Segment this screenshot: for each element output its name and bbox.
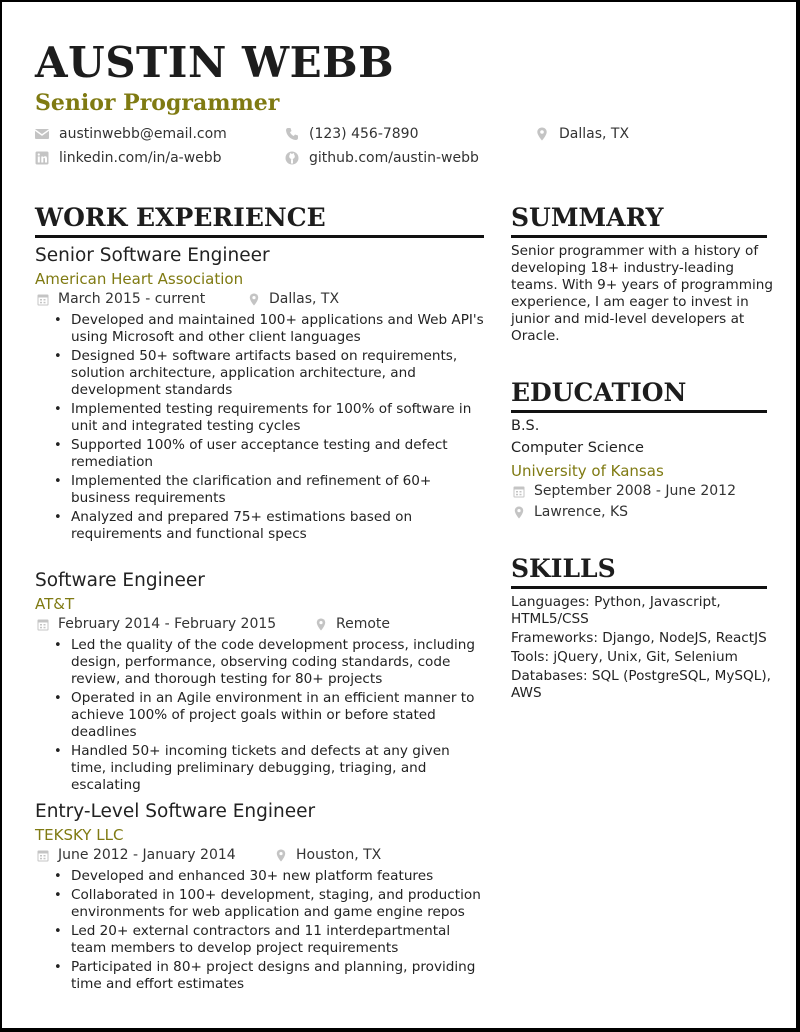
list-item: • Implemented the clarification and refinement of 60+ business requirements [54, 473, 484, 507]
job-location-text: Dallas, TX [269, 291, 340, 307]
contact-github[interactable] [285, 150, 479, 166]
education-location [513, 504, 628, 520]
list-item: • Led 20+ external contractors and 11 interdepartmental team members to develop project requirements [54, 923, 484, 957]
education-heading: EDUCATION [511, 378, 687, 407]
contact-location [535, 126, 629, 142]
list-item: • Handled 50+ incoming tickets and defects at any given time, including preliminary debugging, triaging, and escalating [54, 743, 484, 794]
list-item: • Operated in an Agile environment in an efficient manner to achieve 100% of project goals within or before stated deadlines [54, 690, 484, 741]
list-item: • Led the quality of the code development process, including design, performance, observing coding standards, code review, and thorough testing for 80+ projects [54, 637, 484, 688]
job-location-text: Houston, TX [296, 847, 382, 863]
job-dates-text: March 2015 - current [58, 291, 206, 307]
list-item: • Participated in 80+ project designs and planning, providing time and effort estimates [54, 959, 484, 993]
job-dates-text: February 2014 - February 2015 [58, 616, 277, 632]
contact-github-text: github.com/austin-webb [309, 150, 479, 166]
list-item: • Analyzed and prepared 75+ estimations based on requirements and functional specs [54, 509, 484, 543]
job-title: Software Engineer [35, 570, 205, 591]
contact-location-text: Dallas, TX [559, 126, 630, 142]
job-title: Entry-Level Software Engineer [35, 801, 316, 822]
job-bullets [54, 868, 484, 995]
linkedin-icon [35, 151, 49, 165]
calendar-icon [37, 849, 49, 862]
skill-line: Tools: jQuery, Unix, Git, Selenium [511, 649, 738, 665]
education-degree: B.S. [511, 418, 540, 434]
calendar-icon [513, 485, 525, 498]
resume-page [2, 2, 796, 1028]
contact-phone[interactable] [285, 126, 419, 142]
job-location [275, 847, 381, 863]
contact-linkedin-text: linkedin.com/in/a-webb [59, 150, 222, 166]
job-dates-text: June 2012 - January 2014 [58, 847, 236, 863]
contact-linkedin[interactable] [35, 150, 222, 166]
job-dates [37, 847, 236, 863]
summary-divider [511, 235, 767, 238]
job-dates [37, 291, 205, 307]
location-icon [248, 293, 260, 306]
skills-list [511, 594, 773, 702]
job-bullets [54, 312, 484, 545]
contact-email-text: austinwebb@email.com [59, 126, 227, 142]
education-location-text: Lawrence, KS [534, 504, 629, 520]
calendar-icon [37, 618, 49, 631]
github-icon [285, 151, 299, 165]
job-title: Senior Software Engineer [35, 245, 270, 266]
location-icon [535, 127, 549, 141]
job-bullets [54, 637, 484, 796]
education-school: University of Kansas [511, 462, 664, 480]
calendar-icon [37, 293, 49, 306]
location-icon [513, 506, 525, 519]
candidate-role: Senior Programmer [35, 90, 280, 116]
location-icon [275, 849, 287, 862]
list-item: • Designed 50+ software artifacts based on requirements, solution architecture, application architecture, and development standards [54, 348, 484, 399]
job-location-text: Remote [336, 616, 391, 632]
skills-heading: SKILLS [511, 554, 616, 583]
list-item: • Implemented testing requirements for 100% of software in unit and integrated testing cycles [54, 401, 484, 435]
skill-line: Languages: Python, Javascript, HTML5/CSS [511, 594, 721, 627]
list-item: • Developed and maintained 100+ applications and Web API's using Microsoft and other client languages [54, 312, 484, 346]
education-dates [513, 483, 736, 499]
job-location [315, 616, 390, 632]
summary-heading: SUMMARY [511, 203, 664, 232]
education-divider [511, 410, 767, 413]
job-company: American Heart Association [35, 270, 244, 288]
phone-icon [285, 127, 299, 141]
mail-icon [35, 127, 49, 141]
work-divider [35, 235, 484, 238]
list-item: • Collaborated in 100+ development, staging, and production environments for web application and game engine repos [54, 887, 484, 921]
location-icon [315, 618, 327, 631]
education-dates-text: September 2008 - June 2012 [534, 483, 736, 499]
job-company: TEKSKY LLC [35, 826, 124, 844]
job-dates [37, 616, 276, 632]
summary-text: Senior programmer with a history of developing 18+ industry-leading teams. With 9+ years of programming experience, I am eager to invest in junior and mid-level developers at Oracle. [511, 243, 773, 344]
candidate-name: AUSTIN WEBB [35, 38, 395, 87]
work-experience-heading: WORK EXPERIENCE [35, 203, 326, 232]
education-field: Computer Science [511, 440, 644, 456]
skill-line: Frameworks: Django, NodeJS, ReactJS [511, 630, 767, 646]
job-company: AT&T [35, 595, 75, 613]
job-location [248, 291, 339, 307]
skill-line: Databases: SQL (PostgreSQL, MySQL), AWS [511, 668, 771, 701]
list-item: • Supported 100% of user acceptance testing and defect remediation [54, 437, 484, 471]
contact-phone-text: (123) 456-7890 [309, 126, 419, 142]
contact-email[interactable] [35, 126, 227, 142]
list-item: • Developed and enhanced 30+ new platform features [54, 868, 484, 885]
skills-divider [511, 586, 767, 589]
